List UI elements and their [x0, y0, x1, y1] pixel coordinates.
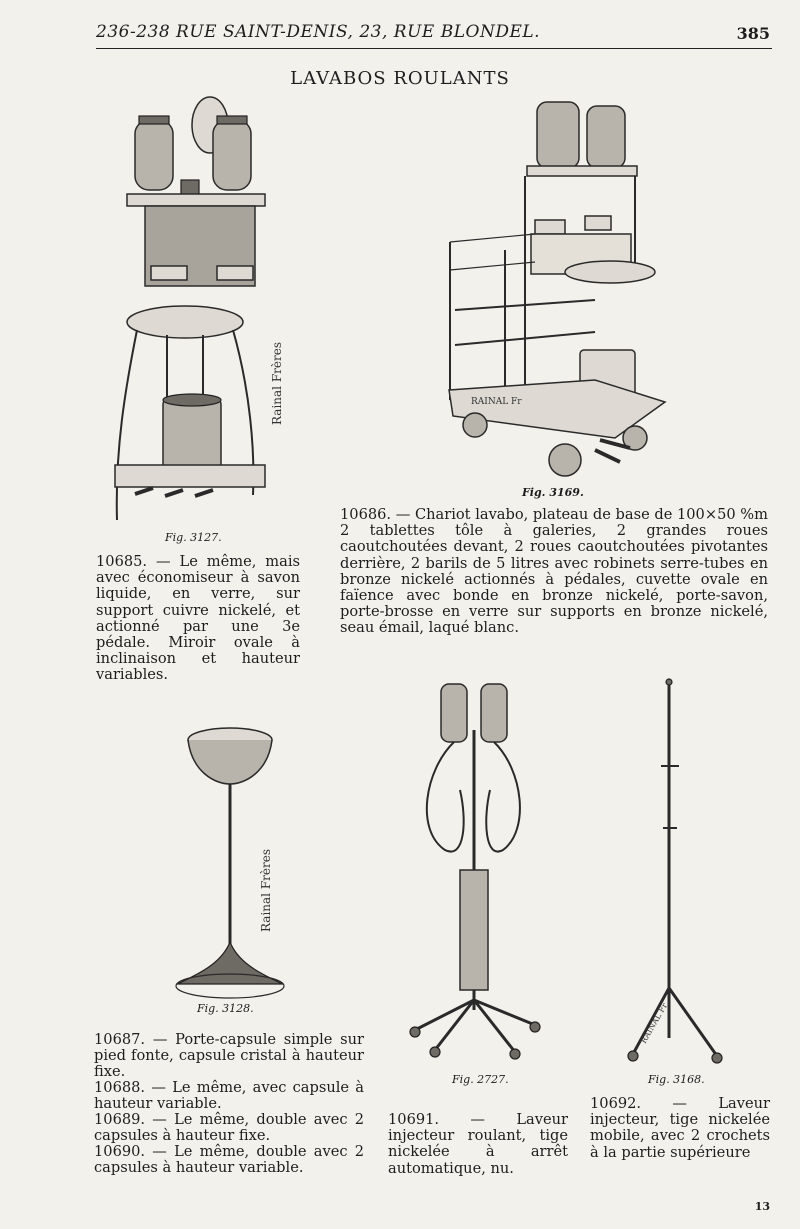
illustration-fig-2727: [405, 680, 550, 1065]
item-10688: [94, 1080, 364, 1112]
illustration-fig-3168: [625, 678, 735, 1068]
item-10685: [96, 554, 300, 684]
fig-3127-caption: Fig. 3127.: [165, 531, 222, 544]
item-10692-text: — Laveur injecteur, tige nickelée mobile, avec 2 crochets à la partie supérieure: [590, 1095, 770, 1161]
item-10687-number: 10687.: [94, 1031, 146, 1048]
item-10686-number: 10686.: [340, 506, 392, 523]
header-address: 236-238 RUE SAINT-DENIS, 23, RUE BLONDEL.: [96, 22, 541, 42]
fig-3168-plate: RAINAL Fr: [638, 1001, 670, 1045]
item-10685-text: — Le même, mais avec économiseur à savon liquide, en verre, sur support cuivre nickelé, et actionné par une 3e pédale. Miroir ovale à inclinaison et hauteur variables.: [96, 553, 301, 684]
item-10690: [94, 1144, 364, 1176]
item-10691-number: 10691.: [388, 1111, 440, 1128]
item-10689: [94, 1112, 364, 1144]
item-10691: [388, 1112, 568, 1177]
page-number: 385: [736, 24, 770, 43]
item-10691-text: — Laveur injecteur roulant, tige nickelée à arrêt automatique, nu.: [388, 1111, 568, 1177]
item-10692: [590, 1096, 770, 1161]
item-10687: [94, 1032, 364, 1081]
illustration-fig-3128: [170, 722, 290, 1002]
item-10688-number: 10688.: [94, 1079, 146, 1096]
page-header: [96, 18, 772, 49]
illustration-fig-3169: [445, 100, 670, 485]
item-10690-number: 10690.: [94, 1143, 146, 1160]
fig-3169-caption: Fig. 3169.: [522, 486, 584, 499]
item-10690-text: — Le même, double avec 2 capsules à hauteur variable.: [94, 1143, 364, 1177]
page-title: LAVABOS ROULANTS: [290, 68, 510, 89]
item-10689-number: 10689.: [94, 1111, 146, 1128]
illustration-fig-3127: [105, 90, 305, 530]
item-10686-text: — Chariot lavabo, plateau de base de 100×50 %m 2 tablettes tôle à galeries, 2 grandes roues caoutchoutées devant, 2 roues caoutchoutées pivotantes derrière, 2 barils de 5 litres avec robinets serre-tubes en bronze nickelé actionnés à pédales, cuvette ovale en faïence avec bonde en bronze nickelé, porte-savon, porte-brosse en verre sur supports en bronze nickelé, seau émail, laqué blanc.: [340, 506, 768, 637]
fig-2727-caption: Fig. 2727.: [452, 1073, 509, 1086]
item-10689-text: — Le même, double avec 2 capsules à hauteur fixe.: [94, 1111, 364, 1145]
item-10688-text: — Le même, avec capsule à hauteur variable.: [94, 1079, 364, 1113]
fig-3168-caption: Fig. 3168.: [648, 1073, 705, 1086]
item-10686: [340, 507, 768, 637]
fig-3128-caption: Fig. 3128.: [197, 1002, 254, 1015]
item-10687-text: — Porte-capsule simple sur pied fonte, capsule cristal à hauteur fixe.: [94, 1031, 364, 1081]
fig-3169-plate: RAINAL Fr: [471, 397, 522, 407]
fig-3128-signature: Rainal Frères: [259, 849, 273, 932]
sheet-number: 13: [754, 1200, 770, 1213]
item-10692-number: 10692.: [590, 1095, 642, 1112]
fig-3127-signature: Rainal Frères: [270, 342, 284, 425]
item-10685-number: 10685.: [96, 553, 148, 570]
